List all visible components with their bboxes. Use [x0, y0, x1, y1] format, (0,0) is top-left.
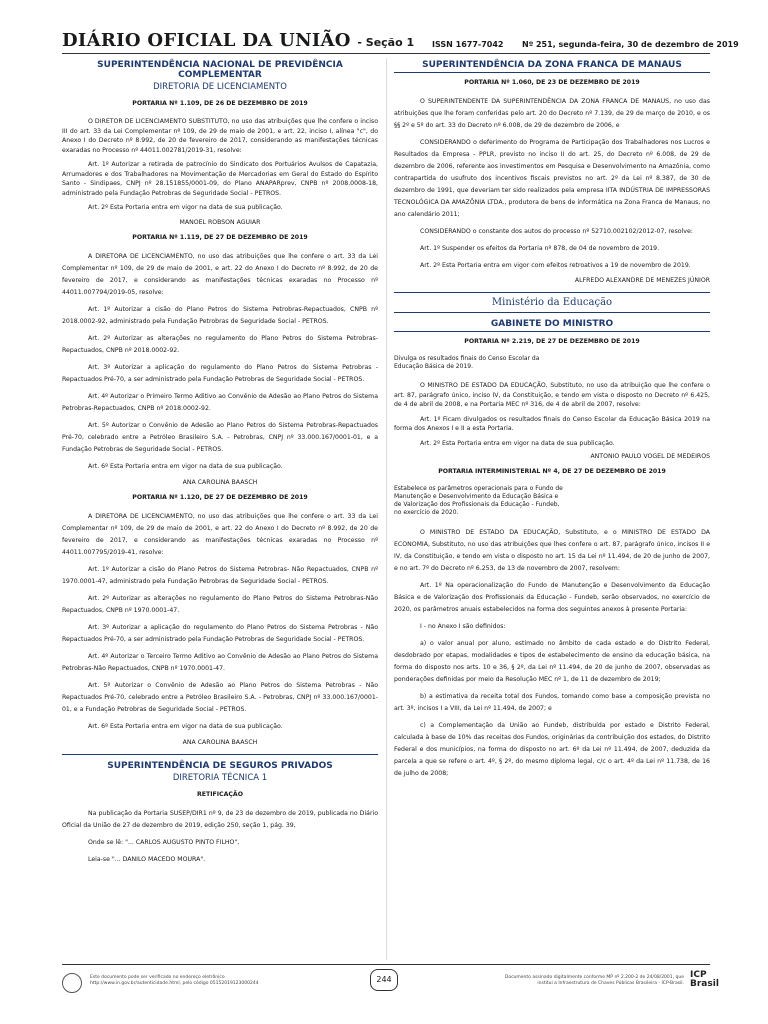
footer-signature-text: Documento assinado digitalmente conforme MP nº 2.200-2 de 24/08/2001, que institui a Infraestrutura de Chaves Públicas Brasileira - ICP-Brasil. [504, 975, 684, 986]
paragraph: Art. 1º Autorizar a cisão do Plano Petros do Sistema Petrobras-Repactuados, CNPB nº 2018.0002-92, administrado pela Fundação Petrobras de Seguridade Social - PETROS. [62, 305, 378, 325]
paragraph: Art. 1º Na operacionalização do Fundo de Manutenção e Desenvolvimento da Educação Básica e de Valorização dos Profissionais da Educação - Fundeb, serão observados, no exercício de 2020, os parâmetros anuais estabelecidos na forma dos seguintes anexos à presente Portaria: [394, 582, 710, 613]
paragraph: O MINISTRO DE ESTADO DA EDUCAÇÃO, Substituto, e o MINISTRO DE ESTADO DA ECONOMIA, Substituto, no uso das atribuições que lhes confere o art. 87, parágrafo único, incisos II e IV, da Constituição, e tendo em vista o disposto no art. 15 da Lei nº 11.494, de 20 de junho de 2007, e no art. 7º do Decreto nº 6.253, de 13 de novembro de 2007, resolvem: [394, 529, 710, 572]
portaria-title: PORTARIA Nº 1.060, DE 23 DE DEZEMBRO DE 2019 [464, 79, 640, 86]
paragraph: Art. 2º Esta Portaria entra em vigor com efeitos retroativos a 19 de novembro de 2019. [420, 262, 691, 269]
paragraph: Art. 1º Autorizar a cisão do Plano Petros do Sistema Petrobras- Não Repactuados, CNPB nº 1970.0001-47, administrado pela Fundação Petrobras de Seguridade Social - PETROS. [62, 565, 378, 585]
ementa: Divulga os resultados finais do Censo Escolar da Educação Básica de 2019. [394, 355, 540, 370]
signature: ANTONIO PAULO VOGEL DE MEDEIROS [590, 453, 710, 460]
org-heading: SUPERINTENDÊNCIA NACIONAL DE PREVIDÊNCIA COMPLEMENTAR [97, 60, 343, 80]
ministry-heading: Ministério da Educação [394, 292, 710, 313]
edition-date: Nº 251, segunda-feira, 30 de dezembro de 2019 [522, 40, 739, 49]
dept-heading: DIRETORIA DE LICENCIAMENTO [153, 82, 287, 92]
paragraph: A DIRETORA DE LICENCIAMENTO, no uso das atribuições que lhe confere o art. 33 da Lei Complementar nº 109, de 29 de maio de 2001, e art. 22 do Anexo I do Decreto nº 8.992, de 20 de fevereiro de 2017, e considerando as manifestações técnicas exaradas no Processo nº 44011.007794/2019-05, resolve: [62, 252, 378, 296]
page-footer [62, 964, 719, 995]
paragraph: CONSIDERANDO o deferimento do Programa de Participação dos Trabalhadores nos Lucros e Resultados da Empresa - PPLR, previsto no inciso II do art. 25, do Decreto nº 6.008, de 29 de dezembro de 2006, referente aos investimentos em Pesquisa e Desenvolvimento na Amazônia, como contrapartida do usufruto dos incentivos fiscais previstos no art. 2º da Lei nº 8.387, de 30 de dezembro de 1991, que deveriam ter sido realizados pela empresa IITA INDÚSTRIA DE IMPRESSORAS TECNOLÓGICA DA AMAZÔNIA LTDA., produtora de bens de informática na Zona Franca de Manaus, no ano calendário 2011; [394, 139, 710, 218]
header-rule [62, 53, 710, 54]
paragraph: Onde se lê: "... CARLOS AUGUSTO PINTO FILHO", [88, 838, 240, 846]
paragraph: CONSIDERANDO o constante dos autos do processo nº 52710.002102/2012-07, resolve: [420, 228, 693, 235]
paragraph: Art. 2º Esta Portaria entra em vigor na data de sua publicação. [88, 204, 283, 211]
paragraph: Art. 2º Autorizar as alterações no regulamento do Plano Petros do Sistema Petrobras-Não Repactuados, CNPB nº 1970.0001-47. [62, 594, 378, 614]
paragraph: Art. 5º Autorizar o Convênio de Adesão ao Plano Petros do Sistema Petrobras-Repactuados Pré-70, celebrado entre a Petróleo Brasileiro S.A. - Petrobras, CNPJ nº 33.000.167/0001-01, e a Fundação Petrobras de Seguridade Social - PETROS. [62, 421, 378, 453]
dept-heading: DIRETORIA TÉCNICA 1 [172, 772, 268, 783]
page-number: 244 [370, 969, 398, 991]
column-divider [386, 58, 387, 960]
paragraph: Leia-se "... DANILO MACEDO MOURA". [88, 855, 206, 863]
journal-title: DIÁRIO OFICIAL DA UNIÃO - Seção 1 [62, 30, 415, 51]
paragraph: O DIRETOR DE LICENCIAMENTO SUBSTITUTO, no uso das atribuições que lhe confere o inciso III do art. 33 da Lei Complementar nº 109, de 29 de maio de 2001, e art. 22, inciso I, alínea "c", do Anexo I do Decreto nº 8.992, de 20 de fevereiro de 2017, considerando as manifestações técnicas exaradas no Processo nº 44011.002781/2019-31, resolve: [62, 118, 378, 154]
icp-brasil-logo: ICP Brasil [690, 970, 719, 989]
retificacao-title: RETIFICAÇÃO [197, 790, 243, 798]
section-rule [62, 754, 378, 755]
signature: ALFREDO ALEXANDRE DE MENEZES JÚNIOR [574, 277, 710, 284]
paragraph: b) a estimativa da receita total dos Fundos, tomando como base a composição prevista no art. 3º, incisos I a VIII, da Lei nº 11.494, de 2007; e [394, 693, 710, 712]
paragraph: O SUPERINTENDENTE DA SUPERINTENDÊNCIA DA ZONA FRANCA DE MANAUS, no uso das atribuições que lhe foram conferidas pelo art. 20 do Decreto nº 7.139, de 29 de março de 2010, e os §§ 2º e 5º do art. 33 do Decreto nº 6.008, de 29 de dezembro de 2006, e [394, 98, 710, 129]
portaria-title: PORTARIA Nº 2.219, DE 27 DE DEZEMBRO DE 2019 [464, 338, 640, 345]
paragraph: Art. 5º Autorizar o Convênio de Adesão ao Plano Petros do Sistema Petrobras - Não Repactuados Pré-70, celebrado entre a Petróleo Brasileiro S.A. - Petrobras, CNPJ nº 33.000.167/0001-01, e a Fundação Petrobras de Seguridade Social - PETROS. [62, 681, 378, 713]
paragraph: Art. 4º Autorizar o Terceiro Termo Aditivo ao Convênio de Adesão ao Plano Petros do Sistema Petrobras-Não Repactuados, CNPB nº 1970.0001-47. [62, 652, 378, 672]
paragraph: Art. 1º Suspender os efeitos da Portaria nº 878, de 04 de novembro de 2019. [420, 245, 660, 252]
paragraph: Art. 1º Autorizar a retirada de patrocínio do Sindicato dos Portuários Avulsos de Capatazia, Arrumadores e dos Trabalhadores na Movimentação de Mercadorias em Geral do Estado do Espírito Santo - Sindipaes, CNPJ nº 28.151855/0001-09, do Plano ANAPARprev, CNPB nº 2008.0008-18, administrado pela Fundação Petrobras de Seguridade Social - PETROS. [62, 161, 378, 197]
page-header [0, 0, 768, 60]
left-column [62, 58, 378, 871]
paragraph: Art. 2º Esta Portaria entra em vigor na data de sua publicação. [420, 439, 615, 447]
portaria-title: PORTARIA Nº 1.119, DE 27 DE DEZEMBRO DE 2019 [132, 233, 308, 241]
signature: ANA CAROLINA BAASCH [182, 478, 258, 486]
paragraph: Art. 3º Autorizar a aplicação do regulamento do Plano Petros do Sistema Petrobras - Repactuados Pré-70, a ser administrado pela Fundação Petrobras de Seguridade Social - PETROS. [62, 363, 378, 383]
coat-of-arms-icon [62, 973, 82, 993]
paragraph: Art. 6º Esta Portaria entra em vigor na data de sua publicação. [88, 462, 283, 470]
paragraph: Na publicação da Portaria SUSEP/DIR1 nº 9, de 23 de dezembro de 2019, publicada no Diário Oficial da União de 27 de dezembro de 2019, edição 250, seção 1, pág. 39, [62, 809, 378, 829]
paragraph: Art. 1º Ficam divulgados os resultados finais do Censo Escolar da Educação Básica 2019 na forma dos Anexos I e II a esta Portaria. [394, 415, 710, 432]
paragraph: Art. 3º Autorizar a aplicação do regulamento do Plano Petros do Sistema Petrobras - Não Repactuados Pré-70, a ser administrado pela Fundação Petrobras de Seguridade Social - PETROS. [62, 623, 378, 643]
paragraph: Art. 6º Esta Portaria entra em vigor na data de sua publicação. [88, 722, 283, 730]
ementa: Estabelece os parâmetros operacionais para o Fundo de Manutenção e Desenvolvimento da Educação Básica e de Valorização dos Profissionais da Educação - Fundeb, no exercício de 2020. [394, 485, 563, 516]
portaria-title: PORTARIA Nº 1.120, DE 27 DE DEZEMBRO DE 2019 [132, 493, 308, 501]
section-rule [394, 331, 710, 332]
section-rule [394, 72, 710, 73]
paragraph: I - no Anexo I são definidos: [420, 623, 506, 630]
section-label: - Seção 1 [357, 36, 415, 49]
paragraph: c) a Complementação da União ao Fundeb, distribuída por estado e Distrito Federal, calculada à base de 10% das receitas dos Fundos, originárias da contribuição dos estados, do Distrito Federal e dos municípios, na forma do disposto no art. 6º da Lei nº 11.494, de 2007, deduzida da parcela a que se refere o art. 4º, § 2º, do mesmo diploma legal, c/c o art. 4º da Lei nº 11.738, de 16 de julho de 2008; [394, 722, 710, 777]
right-column [394, 58, 710, 785]
issn: ISSN 1677-7042 [432, 40, 504, 49]
org-heading: SUPERINTENDÊNCIA DE SEGUROS PRIVADOS [107, 760, 333, 771]
org-heading: SUPERINTENDÊNCIA DA ZONA FRANCA DE MANAUS [422, 60, 682, 70]
paragraph: A DIRETORA DE LICENCIAMENTO, no uso das atribuições que lhe confere o art. 33 da Lei Complementar nº 109, de 29 de maio de 2001, e art. 22 do Anexo I do Decreto nº 8.992, de 20 de fevereiro de 2017, e considerando as manifestações técnicas exaradas no Processo nº 44011.007795/2019-41, resolve: [62, 512, 378, 556]
signature: MANOEL ROBSON AGUIAR [179, 218, 261, 226]
footer-verification-text: Este documento pode ser verificado no endereço eletrônico http://www.in.gov.br/autenticidade.html, pelo código 05152019123000244 [90, 975, 259, 986]
portaria-title: PORTARIA INTERMINISTERIAL Nº 4, DE 27 DE DEZEMBRO DE 2019 [438, 468, 666, 475]
paragraph: Art. 4º Autorizar o Primeiro Termo Aditivo ao Convênio de Adesão ao Plano Petros do Sistema Petrobras-Repactuados, CNPB nº 2018.0002-92. [62, 392, 378, 412]
paragraph: O MINISTRO DE ESTADO DA EDUCAÇÃO, Substituto, no uso da atribuição que lhe confere o art. 87, parágrafo único, inciso IV, da Constituição, e tendo em vista o disposto no Decreto nº 6.425, de 4 de abril de 2008, e na Portaria MEC nº 316, de 4 de abril de 2007, resolve: [394, 382, 710, 408]
dept-heading: GABINETE DO MINISTRO [490, 319, 614, 329]
signature: ANA CAROLINA BAASCH [182, 738, 258, 746]
portaria-title: PORTARIA Nº 1.109, DE 26 DE DEZEMBRO DE 2019 [132, 100, 308, 107]
paragraph: Art. 2º Autorizar as alterações no regulamento do Plano Petros do Sistema Petrobras-Repactuados, CNPB nº 2018.0002-92. [62, 334, 378, 354]
paragraph: a) o valor anual por aluno, estimado no âmbito de cada estado e do Distrito Federal, desdobrado por etapas, modalidades e tipos de estabelecimento de ensino da educação básica, na forma do disposto nos arts. 10 e 36, § 2º, da Lei nº 11.494, de 20 de junho de 2007, observadas as ponderações definidas por meio da Resolução MEC nº 1, de 11 de dezembro de 2019; [394, 640, 710, 683]
